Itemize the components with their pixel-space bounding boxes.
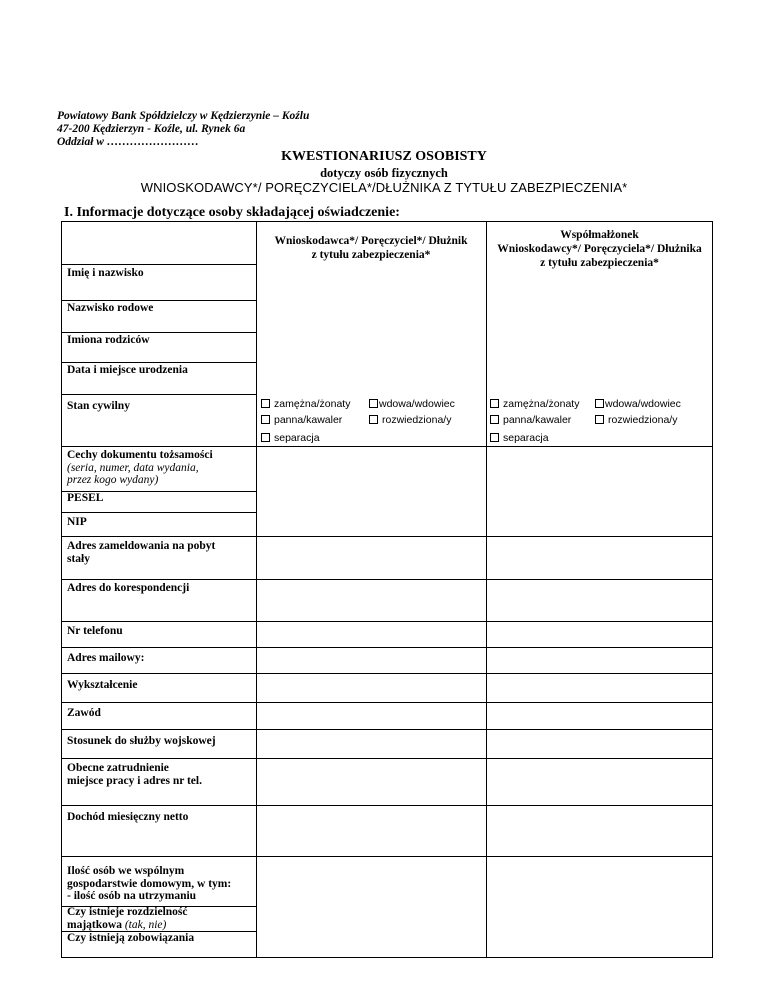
bank-name: Powiatowy Bank Spółdzielczy w Kędzierzynie – Koźlu: [57, 110, 310, 122]
option-separated-spouse[interactable]: separacja: [490, 432, 549, 444]
option-married-spouse[interactable]: zamężna/żonaty: [490, 398, 579, 410]
label-parents-names: Imiona rodziców: [67, 334, 150, 346]
column-header-applicant: Wnioskodawca*/ Poręczyciel*/ Dłużnik z tytułu zabezpieczenia*: [274, 235, 468, 261]
label-id-document: Cechy dokumentu tożsamości (seria, numer, data wydania, przez kogo wydany): [67, 449, 213, 486]
label-phone: Nr telefonu: [67, 625, 123, 637]
label-nip: NIP: [67, 516, 87, 528]
checkbox[interactable]: [490, 415, 499, 424]
option-widowed-applicant[interactable]: wdowa/wdowiec: [369, 398, 455, 410]
option-divorced-spouse[interactable]: rozwiedziona/y: [595, 414, 677, 426]
bank-address: 47-200 Kędzierzyn - Koźle, ul. Rynek 6a: [57, 123, 246, 135]
option-married-applicant[interactable]: zamężna/żonaty: [261, 398, 350, 410]
checkbox[interactable]: [595, 415, 604, 424]
option-separated-applicant[interactable]: separacja: [261, 432, 320, 444]
option-divorced-applicant[interactable]: rozwiedziona/y: [369, 414, 451, 426]
label-education: Wykształcenie: [67, 679, 138, 691]
label-correspondence-address: Adres do korespondencji: [67, 582, 190, 594]
questionnaire-table: [61, 221, 713, 958]
section-heading: I. Informacje dotyczące osoby składającej oświadczenie:: [64, 205, 400, 220]
branch-line: Oddział w ……………………: [57, 136, 199, 148]
option-widowed-spouse[interactable]: wdowa/wdowiec: [595, 398, 681, 410]
label-property-separation: Czy istnieje rozdzielność majątkowa (tak, nie): [67, 906, 188, 931]
form-title: KWESTIONARIUSZ OSOBISTY: [281, 149, 487, 164]
column-header-spouse: Współmałżonek Wnioskodawcy*/ Poręczyciela*/ Dłużnika z tytułu zabezpieczenia*: [497, 229, 702, 269]
checkbox[interactable]: [261, 399, 270, 408]
label-obligations: Czy istnieją zobowiązania: [67, 932, 195, 944]
label-profession: Zawód: [67, 707, 101, 719]
label-registered-address: Adres zameldowania na pobyt stały: [67, 540, 216, 565]
label-military-status: Stosunek do służby wojskowej: [67, 735, 216, 747]
label-email: Adres mailowy:: [67, 652, 145, 664]
checkbox[interactable]: [261, 415, 270, 424]
label-marital-status: Stan cywilny: [67, 400, 130, 412]
checkbox[interactable]: [369, 399, 378, 408]
form-subtitle: dotyczy osób fizycznych: [320, 166, 448, 180]
option-single-applicant[interactable]: panna/kawaler: [261, 414, 342, 426]
checkbox[interactable]: [595, 399, 604, 408]
label-birth-date-place: Data i miejsce urodzenia: [67, 364, 188, 376]
label-household: Ilość osób we wspólnym gospodarstwie domowym, w tym: - ilość osób na utrzymaniu: [67, 865, 232, 902]
checkbox[interactable]: [369, 415, 378, 424]
label-maiden-name: Nazwisko rodowe: [67, 302, 154, 314]
option-single-spouse[interactable]: panna/kawaler: [490, 414, 571, 426]
checkbox[interactable]: [490, 399, 499, 408]
checkbox[interactable]: [490, 433, 499, 442]
label-net-income: Dochód miesięczny netto: [67, 811, 189, 823]
label-name: Imię i nazwisko: [67, 267, 144, 279]
label-pesel: PESEL: [67, 492, 104, 504]
label-employment: Obecne zatrudnienie miejsce pracy i adres nr tel.: [67, 762, 202, 787]
checkbox[interactable]: [261, 433, 270, 442]
form-role: WNIOSKODAWCY*/ PORĘCZYCIELA*/DŁUŻNIKA Z TYTUŁU ZABEZPIECZENIA*: [140, 180, 628, 195]
